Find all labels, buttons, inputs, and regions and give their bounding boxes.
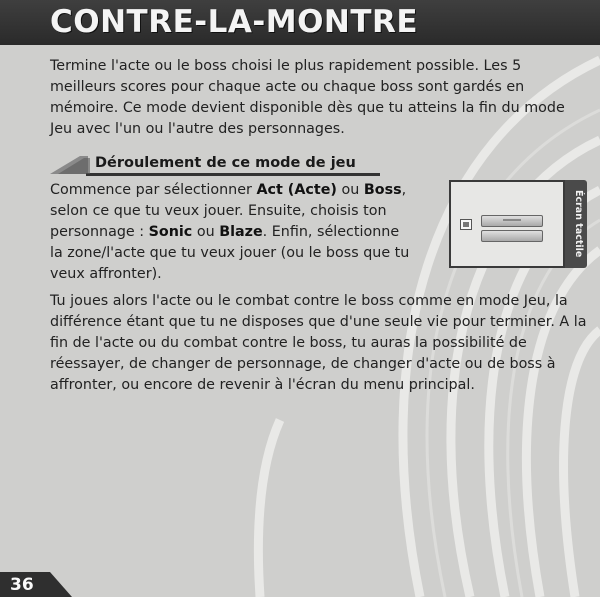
menu-bar-icon [481, 215, 543, 227]
instructions-paragraph [50, 180, 410, 285]
header-bar [0, 0, 600, 45]
character-icon [460, 219, 472, 230]
page-number: 36 [10, 575, 34, 595]
details-paragraph: Tu joues alors l'acte ou le combat contre le boss comme en mode Jeu, la différence étant que tu ne disposes que d'une seule vie pour terminer. A la fin de l'acte ou du combat contre le boss, tu auras la possibilité de réessayer, de changer de personnage, de changer d'acte ou de boss à affronter, ou encore de revenir à l'écran du menu principal. [50, 293, 587, 393]
sonic-keyword: Sonic [148, 224, 193, 240]
instructions-text-3: , selon ce que tu veux jouer. Ensuite, choisis ton personnage : [50, 182, 407, 240]
section-heading [50, 152, 380, 178]
intro-paragraph: Termine l'acte ou le boss choisi le plus rapidement possible. Les 5 meilleurs scores pour chaque acte ou chaque boss sont gardés en mémoire. Ce mode devient disponible dès que tu atteins la fin du mode Jeu avec l'un ou l'autre des personnages. [50, 58, 565, 137]
touch-screen-tab [565, 180, 587, 268]
instructions-text-4: ou [192, 224, 220, 240]
touch-screen-panel [449, 180, 565, 268]
instructions-text-5: . Enfin, sélectionne la zone/l'acte que tu veux jouer (ou le boss que tu veux affronter). [50, 224, 410, 282]
blaze-keyword: Blaze [219, 224, 263, 240]
act-keyword: Act (Acte) [256, 182, 337, 198]
instructions-text-1: Commence par sélectionner [50, 182, 257, 198]
touch-screen-label: Écran tactile [573, 190, 584, 258]
touch-screen-illustration [449, 180, 587, 268]
boss-keyword: Boss [363, 182, 402, 198]
menu-bar-icon [481, 230, 543, 242]
page-title: CONTRE-LA-MONTRE [50, 4, 419, 40]
section-title: Déroulement de ce mode de jeu [95, 155, 356, 171]
instructions-text-2: ou [336, 182, 364, 198]
